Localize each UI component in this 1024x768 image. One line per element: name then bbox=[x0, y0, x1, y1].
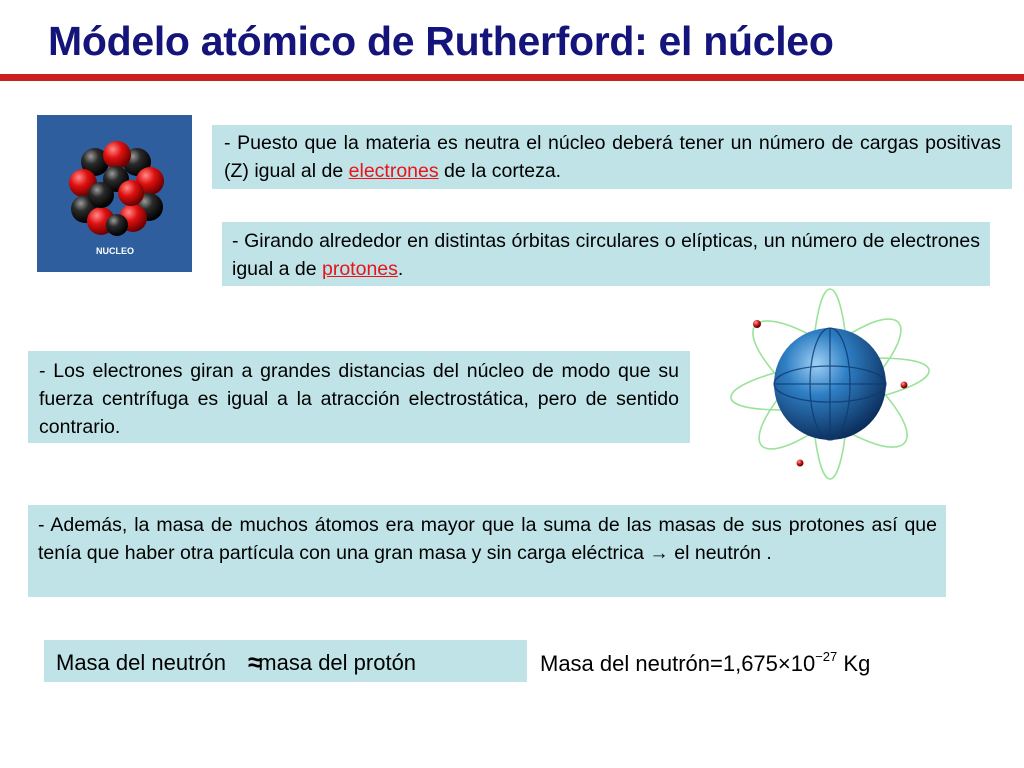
box1-text-after: de la corteza. bbox=[438, 160, 562, 182]
atom-image bbox=[722, 288, 932, 493]
neutron-mass-formula bbox=[540, 649, 870, 677]
box2-text-after: . bbox=[397, 258, 404, 280]
mass-comparison-box bbox=[44, 640, 527, 682]
text-box-electrons bbox=[28, 351, 690, 443]
mass-neutron-label: Masa del neutrón bbox=[56, 650, 226, 675]
atom-orbits-icon bbox=[722, 288, 932, 493]
nucleus-image bbox=[37, 115, 192, 272]
box1-paragraph bbox=[224, 129, 1001, 185]
text-box-orbits bbox=[222, 222, 990, 286]
box1-text-before: - Puesto que la materia es neutra el núcleo deberá tener un número de cargas positivas (Z) igual al de bbox=[224, 132, 1001, 182]
page-title: Módelo atómico de Rutherford: el núcleo bbox=[48, 18, 834, 64]
mass-proton-label: masa del protón bbox=[258, 650, 417, 675]
nucleus-caption: NUCLEO bbox=[96, 246, 134, 256]
approx-symbol: ≈ bbox=[248, 647, 263, 677]
box4-paragraph: - Además, la masa de muchos átomos era mayor que la suma de las masas de sus protones así que tenía que haber otra partícula con una gran masa y sin carga eléctrica → el neutrón . bbox=[38, 514, 937, 564]
formula-exponent: −27 bbox=[815, 649, 838, 664]
title-underline bbox=[0, 74, 1024, 81]
text-box-neutron bbox=[28, 505, 946, 597]
protones-link[interactable]: protones bbox=[322, 258, 398, 280]
text-box-neutral-matter bbox=[212, 125, 1012, 189]
box2-paragraph bbox=[232, 227, 980, 283]
formula-unit: Kg bbox=[837, 651, 871, 676]
electrones-link[interactable]: electrones bbox=[348, 160, 439, 182]
box2-text-before: - Girando alrededor en distintas órbitas circulares o elípticas, un número de electrones igual a de bbox=[232, 230, 980, 280]
box3-paragraph: - Los electrones giran a grandes distancias del núcleo de modo que su fuerza centrífuga es igual a la atracción electrostática, pero de sentido contrario. bbox=[39, 360, 679, 438]
nucleus-cluster-icon bbox=[37, 115, 192, 272]
formula-base: Masa del neutrón=1,675×10 bbox=[540, 651, 816, 676]
